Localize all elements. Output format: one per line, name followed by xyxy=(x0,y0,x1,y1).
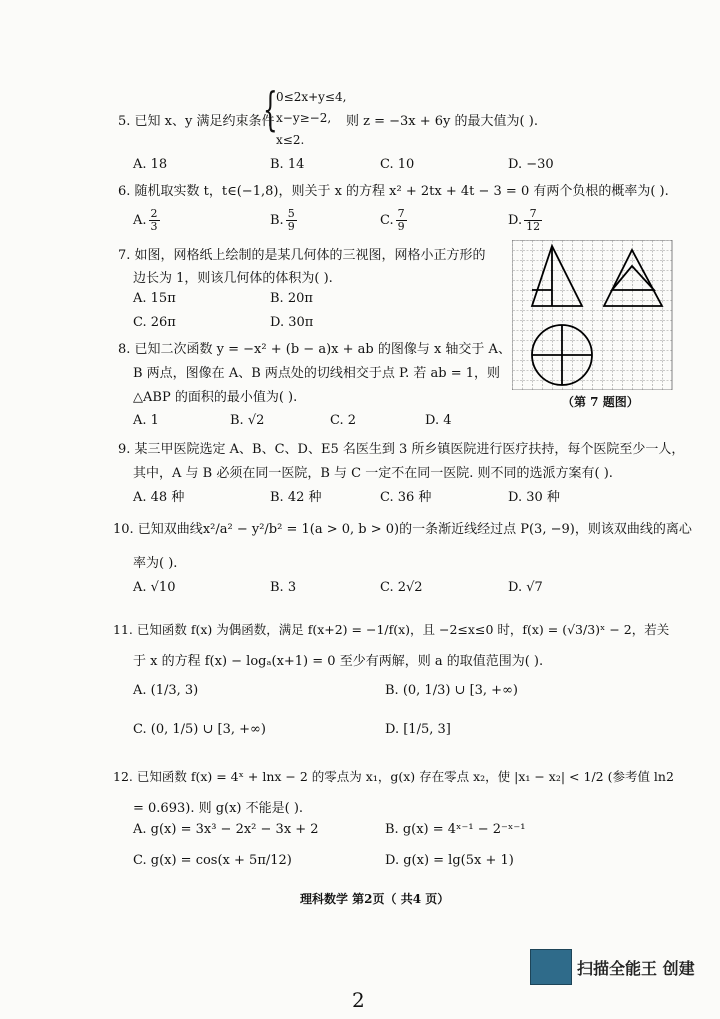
q12-option-c: C. g(x) = cos(x + 5π/12) xyxy=(133,853,292,868)
q12-option-a: A. g(x) = 3x³ − 2x² − 3x + 2 xyxy=(133,822,319,837)
page-number: 2 xyxy=(352,988,365,1012)
q11-line1: 11. 已知函数 f(x) 为偶函数，满足 f(x+2) = −1/f(x)，且 −2≤x≤0 时，f(x) = (√3/3)ˣ − 2，若关 xyxy=(113,622,670,637)
q11-option-c: C. (0, 1/5) ∪ [3, +∞) xyxy=(133,722,266,737)
q5-constraint-3: x≤2. xyxy=(276,133,305,147)
q6-option-a: A. $\frac{2}{3}$ xyxy=(133,207,158,234)
page-footer: 理科数学 第2页（ 共4 页） xyxy=(300,892,450,906)
q5-option-b: B. 14 xyxy=(270,157,305,172)
q9-option-a: A. 48 种 xyxy=(133,490,185,505)
q6-option-c: C. $\frac{7}{9}$ xyxy=(380,207,405,234)
q12-option-d: D. g(x) = lg(5x + 1) xyxy=(385,853,514,868)
q10-line1: 10. 已知双曲线x²/a² − y²/b² = 1(a > 0, b > 0)的一条渐近线经过点 P(3, −9)，则该双曲线的离心 xyxy=(113,522,692,537)
q5-option-c: C. 10 xyxy=(380,157,415,172)
q5-constraint-1: 0≤2x+y≤4, xyxy=(276,90,347,104)
q7-figure-caption: （第 7 题图） xyxy=(562,395,639,409)
q7-option-a: A. 15π xyxy=(133,291,176,306)
scanner-watermark: 扫描全能王 创建 xyxy=(577,959,695,978)
q5-stem-post: 则 z = −3x + 6y 的最大值为( ). xyxy=(346,114,538,129)
q7-line2: 边长为 1，则该几何体的体积为( ). xyxy=(133,271,333,286)
q10-line2: 率为( ). xyxy=(133,556,178,571)
q5-brace: { xyxy=(263,82,278,136)
q5-option-a: A. 18 xyxy=(133,157,168,172)
q9-line2: 其中，A 与 B 必须在同一医院，B 与 C 一定不在同一医院. 则不同的选派方案有( ). xyxy=(133,466,613,481)
three-view-figure xyxy=(512,240,674,390)
q10-equation: x²/a² − y²/b² = 1(a > 0, b > 0) xyxy=(202,522,400,537)
q8-line1: 8. 已知二次函数 y = −x² + (b − a)x + ab 的图像与 x 轴交于 A、 xyxy=(118,342,511,357)
q8-option-c: C. 2 xyxy=(330,413,357,428)
q12-line1: 12. 已知函数 f(x) = 4ˣ + lnx − 2 的零点为 x₁，g(x) 存在零点 x₂，使 |x₁ − x₂| < 1/2 (参考值 ln2 xyxy=(113,769,674,784)
q11-option-a: A. (1/3, 3) xyxy=(133,683,199,698)
q8-option-a: A. 1 xyxy=(133,413,159,428)
q5-constraint-2: x−y≥−2, xyxy=(276,111,332,125)
q11-option-b: B. (0, 1/3) ∪ [3, +∞) xyxy=(385,683,518,698)
q9-option-c: C. 36 种 xyxy=(380,490,432,505)
q11-line2: 于 x 的方程 f(x) − logₐ(x+1) = 0 至少有两解，则 a 的取值范围为( ). xyxy=(133,654,544,669)
q10-option-b: B. 3 xyxy=(270,580,297,595)
q6-option-d: D. $\frac{7}{12}$ xyxy=(508,207,541,234)
q11-option-d: D. [1/5, 3] xyxy=(385,722,451,737)
q8-line3: △ABP 的面积的最小值为( ). xyxy=(133,390,298,405)
q9-option-b: B. 42 种 xyxy=(270,490,322,505)
q10-option-a: A. √10 xyxy=(133,580,176,595)
q12-option-b: B. g(x) = 4ˣ⁻¹ − 2⁻ˣ⁻¹ xyxy=(385,822,526,837)
q10-option-c: C. 2√2 xyxy=(380,580,423,595)
q7-line1: 7. 如图，网格纸上绘制的是某几何体的三视图，网格小正方形的 xyxy=(118,248,486,263)
q7-option-c: C. 26π xyxy=(133,315,176,330)
q7-option-b: B. 20π xyxy=(270,291,313,306)
q12-line2: = 0.693). 则 g(x) 不能是( ). xyxy=(133,801,304,816)
q5-option-d: D. −30 xyxy=(508,157,554,172)
q9-line1: 9. 某三甲医院选定 A、B、C、D、E5 名医生到 3 所乡镇医院进行医疗扶持，每个医院至少一人， xyxy=(118,442,685,457)
q8-option-d: D. 4 xyxy=(425,413,452,428)
q10-option-d: D. √7 xyxy=(508,580,543,595)
q8-option-b: B. √2 xyxy=(230,413,265,428)
scanner-logo-icon xyxy=(530,949,572,985)
q8-line2: B 两点，图像在 A、B 两点处的切线相交于点 P. 若 ab = 1，则 xyxy=(133,366,501,381)
q5-stem: 5. 已知 x、y 满足约束条件 xyxy=(118,114,275,129)
q6-stem: 6. 随机取实数 t，t∈(−1,8)，则关于 x 的方程 x² + 2tx + 4t − 3 = 0 有两个负根的概率为( ). xyxy=(118,184,669,199)
q9-option-d: D. 30 种 xyxy=(508,490,560,505)
q6-option-b: B. $\frac{5}{9}$ xyxy=(270,207,295,234)
q7-option-d: D. 30π xyxy=(270,315,314,330)
